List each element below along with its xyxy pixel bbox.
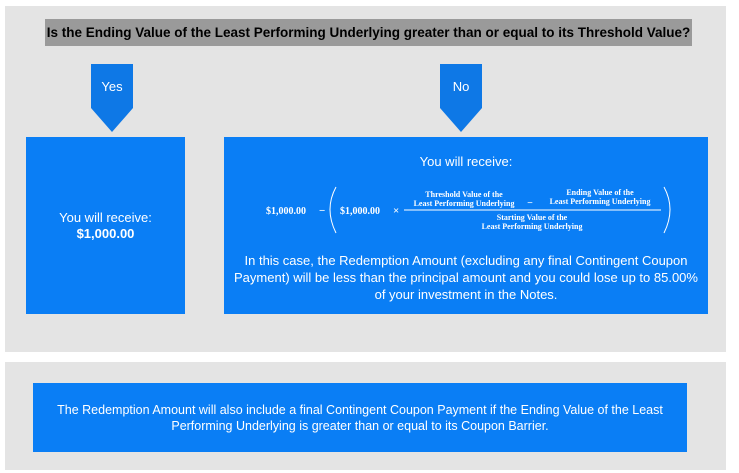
yes-outcome-box xyxy=(26,137,185,314)
no-outcome-explanation: In this case, the Redemption Amount (excluding any final Contingent Coupon Payment) will be less than the principal amount and you could lose up to 85.00% of your investment in the Notes. xyxy=(234,253,698,302)
formula-inner-principal: $1,000.00 xyxy=(340,206,380,217)
formula-times: × xyxy=(393,205,400,217)
no-outcome-box xyxy=(224,137,708,314)
yes-arrow-head xyxy=(91,108,133,132)
redemption-formula xyxy=(224,181,708,237)
yes-arrow xyxy=(91,64,133,132)
yes-outcome-amount: $1,000.00 xyxy=(76,225,135,241)
no-arrow xyxy=(440,64,482,132)
formula-threshold-line1: Threshold Value of the xyxy=(425,190,503,199)
formula-starting-line2: Least Performing Underlying xyxy=(481,222,583,231)
no-arrow-label: No xyxy=(440,64,482,108)
formula-close-paren xyxy=(664,187,670,233)
question-bar: Is the Ending Value of the Least Performing Underlying greater than or equal to its Threshold Value? xyxy=(45,19,692,46)
formula-minus: − xyxy=(319,205,326,217)
no-arrow-head xyxy=(440,108,482,132)
formula-ending-line2: Least Performing Underlying xyxy=(549,197,651,206)
yes-outcome-line1: You will receive: xyxy=(59,209,152,225)
formula-threshold-line2: Least Performing Underlying xyxy=(413,199,515,208)
formula-numerator-minus: − xyxy=(527,198,533,209)
formula-ending-line1: Ending Value of the xyxy=(566,188,634,197)
formula-open-paren xyxy=(330,187,336,233)
formula-principal: $1,000.00 xyxy=(266,206,306,217)
formula-starting-line1: Starting Value of the xyxy=(496,213,568,222)
no-outcome-title: You will receive: xyxy=(419,154,513,169)
yes-arrow-label: Yes xyxy=(91,64,133,108)
coupon-note: The Redemption Amount will also include a final Contingent Coupon Payment if the Ending Value of the Least Performing Underlying is greater than or equal to its Coupon Barrier. xyxy=(33,383,687,452)
